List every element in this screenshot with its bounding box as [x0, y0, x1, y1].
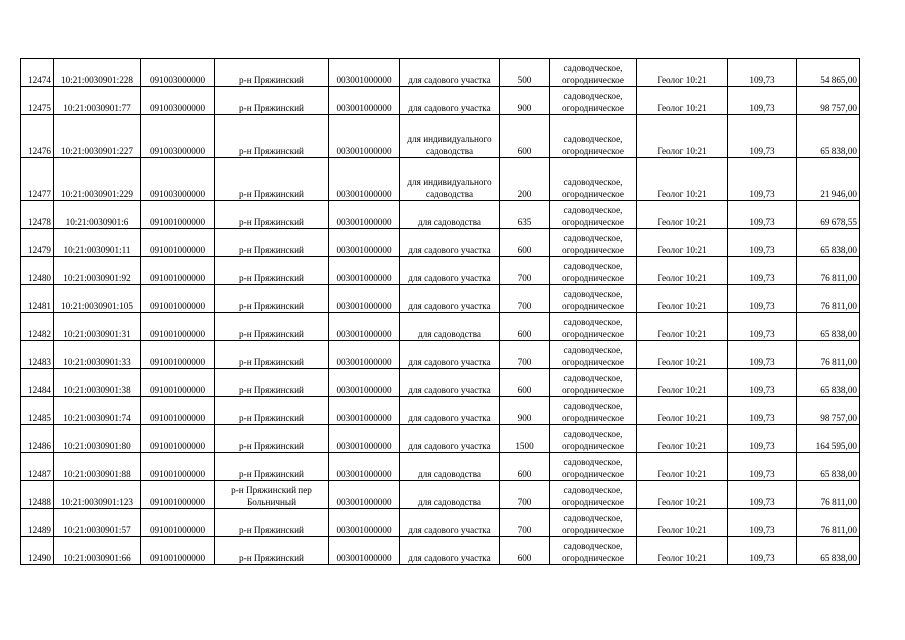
area-cell: 700 — [500, 257, 550, 285]
use-category-cell: садоводческое, огородническое — [550, 313, 637, 341]
valuation-zone-cell: Геолог 10:21 — [637, 201, 728, 229]
address-cell: р-н Пряжинский — [215, 537, 329, 565]
cadastral-number-cell: 10:21:0030901:92 — [54, 257, 141, 285]
category-code-cell: 003001000000 — [329, 59, 400, 87]
specific-value-cell: 109,73 — [728, 453, 797, 481]
okato-code-cell: 091001000000 — [141, 397, 215, 425]
valuation-zone-cell: Геолог 10:21 — [637, 257, 728, 285]
category-code-cell: 003001000000 — [329, 257, 400, 285]
table-body — [21, 59, 860, 565]
cadastral-number-cell: 10:21:0030901:38 — [54, 369, 141, 397]
permitted-use-cell: для индивидуального садоводства — [400, 115, 500, 158]
area-cell: 1500 — [500, 425, 550, 453]
address-cell: р-н Пряжинский — [215, 115, 329, 158]
table-row — [21, 201, 860, 229]
address-cell: р-н Пряжинский — [215, 87, 329, 115]
okato-code-cell: 091001000000 — [141, 201, 215, 229]
specific-value-cell: 109,73 — [728, 313, 797, 341]
cadastral-value-cell: 76 811,00 — [797, 285, 860, 313]
category-code-cell: 003001000000 — [329, 201, 400, 229]
valuation-zone-cell: Геолог 10:21 — [637, 59, 728, 87]
okato-code-cell: 091001000000 — [141, 425, 215, 453]
cadastral-value-cell: 76 811,00 — [797, 481, 860, 509]
permitted-use-cell: для индивидуального садоводства — [400, 158, 500, 201]
use-category-cell: садоводческое, огородническое — [550, 285, 637, 313]
address-cell: р-н Пряжинский — [215, 425, 329, 453]
cadastral-value-cell: 69 678,55 — [797, 201, 860, 229]
category-code-cell: 003001000000 — [329, 158, 400, 201]
row-number-cell: 12480 — [21, 257, 54, 285]
category-code-cell: 003001000000 — [329, 369, 400, 397]
use-category-cell: садоводческое, огородническое — [550, 257, 637, 285]
area-cell: 600 — [500, 229, 550, 257]
address-cell: р-н Пряжинский — [215, 509, 329, 537]
cadastral-value-cell: 164 595,00 — [797, 425, 860, 453]
table-row — [21, 285, 860, 313]
table-row — [21, 313, 860, 341]
cadastral-value-cell: 65 838,00 — [797, 537, 860, 565]
table-row — [21, 369, 860, 397]
cadastral-number-cell: 10:21:0030901:123 — [54, 481, 141, 509]
use-category-cell: садоводческое, огородническое — [550, 341, 637, 369]
cadastral-number-cell: 10:21:0030901:11 — [54, 229, 141, 257]
permitted-use-cell: для садового участка — [400, 285, 500, 313]
category-code-cell: 003001000000 — [329, 453, 400, 481]
category-code-cell: 003001000000 — [329, 397, 400, 425]
table-row — [21, 453, 860, 481]
area-cell: 600 — [500, 537, 550, 565]
address-cell: р-н Пряжинский — [215, 397, 329, 425]
valuation-zone-cell: Геолог 10:21 — [637, 229, 728, 257]
row-number-cell: 12475 — [21, 87, 54, 115]
use-category-cell: садоводческое, огородническое — [550, 59, 637, 87]
cadastral-number-cell: 10:21:0030901:66 — [54, 537, 141, 565]
cadastral-number-cell: 10:21:0030901:228 — [54, 59, 141, 87]
okato-code-cell: 091001000000 — [141, 257, 215, 285]
cadastral-value-cell: 54 865,00 — [797, 59, 860, 87]
area-cell: 200 — [500, 158, 550, 201]
specific-value-cell: 109,73 — [728, 201, 797, 229]
category-code-cell: 003001000000 — [329, 509, 400, 537]
permitted-use-cell: для садового участка — [400, 369, 500, 397]
cadastral-number-cell: 10:21:0030901:74 — [54, 397, 141, 425]
permitted-use-cell: для садового участка — [400, 257, 500, 285]
valuation-zone-cell: Геолог 10:21 — [637, 87, 728, 115]
specific-value-cell: 109,73 — [728, 397, 797, 425]
use-category-cell: садоводческое, огородническое — [550, 453, 637, 481]
cadastral-value-cell: 76 811,00 — [797, 257, 860, 285]
address-cell: р-н Пряжинский — [215, 229, 329, 257]
table-row — [21, 425, 860, 453]
cadastral-value-cell: 65 838,00 — [797, 229, 860, 257]
permitted-use-cell: для садового участка — [400, 59, 500, 87]
specific-value-cell: 109,73 — [728, 481, 797, 509]
cadastral-value-cell: 65 838,00 — [797, 115, 860, 158]
address-cell: р-н Пряжинский — [215, 313, 329, 341]
row-number-cell: 12481 — [21, 285, 54, 313]
permitted-use-cell: для садоводства — [400, 201, 500, 229]
cadastral-table — [20, 58, 860, 565]
cadastral-number-cell: 10:21:0030901:227 — [54, 115, 141, 158]
valuation-zone-cell: Геолог 10:21 — [637, 313, 728, 341]
cadastral-value-cell: 98 757,00 — [797, 87, 860, 115]
address-cell: р-н Пряжинский — [215, 201, 329, 229]
okato-code-cell: 091003000000 — [141, 59, 215, 87]
table-row — [21, 481, 860, 509]
use-category-cell: садоводческое, огородническое — [550, 425, 637, 453]
valuation-zone-cell: Геолог 10:21 — [637, 509, 728, 537]
category-code-cell: 003001000000 — [329, 229, 400, 257]
cadastral-value-cell: 98 757,00 — [797, 397, 860, 425]
permitted-use-cell: для садового участка — [400, 425, 500, 453]
table-row — [21, 229, 860, 257]
row-number-cell: 12476 — [21, 115, 54, 158]
permitted-use-cell: для садоводства — [400, 313, 500, 341]
valuation-zone-cell: Геолог 10:21 — [637, 158, 728, 201]
valuation-zone-cell: Геолог 10:21 — [637, 397, 728, 425]
row-number-cell: 12479 — [21, 229, 54, 257]
area-cell: 500 — [500, 59, 550, 87]
cadastral-value-cell: 65 838,00 — [797, 453, 860, 481]
permitted-use-cell: для садоводства — [400, 453, 500, 481]
okato-code-cell: 091001000000 — [141, 285, 215, 313]
specific-value-cell: 109,73 — [728, 59, 797, 87]
address-cell: р-н Пряжинский пер Больничный — [215, 481, 329, 509]
permitted-use-cell: для садового участка — [400, 229, 500, 257]
valuation-zone-cell: Геолог 10:21 — [637, 481, 728, 509]
area-cell: 900 — [500, 397, 550, 425]
use-category-cell: садоводческое, огородническое — [550, 115, 637, 158]
use-category-cell: садоводческое, огородническое — [550, 158, 637, 201]
table-row — [21, 59, 860, 87]
address-cell: р-н Пряжинский — [215, 369, 329, 397]
address-cell: р-н Пряжинский — [215, 257, 329, 285]
specific-value-cell: 109,73 — [728, 537, 797, 565]
specific-value-cell: 109,73 — [728, 257, 797, 285]
row-number-cell: 12483 — [21, 341, 54, 369]
row-number-cell: 12489 — [21, 509, 54, 537]
area-cell: 900 — [500, 87, 550, 115]
cadastral-number-cell: 10:21:0030901:57 — [54, 509, 141, 537]
table-row — [21, 537, 860, 565]
cadastral-value-cell: 21 946,00 — [797, 158, 860, 201]
specific-value-cell: 109,73 — [728, 341, 797, 369]
table-row — [21, 397, 860, 425]
specific-value-cell: 109,73 — [728, 285, 797, 313]
use-category-cell: садоводческое, огородническое — [550, 369, 637, 397]
table-row — [21, 158, 860, 201]
specific-value-cell: 109,73 — [728, 158, 797, 201]
valuation-zone-cell: Геолог 10:21 — [637, 537, 728, 565]
okato-code-cell: 091001000000 — [141, 313, 215, 341]
address-cell: р-н Пряжинский — [215, 341, 329, 369]
permitted-use-cell: для садового участка — [400, 397, 500, 425]
cadastral-value-cell: 65 838,00 — [797, 369, 860, 397]
row-number-cell: 12477 — [21, 158, 54, 201]
category-code-cell: 003001000000 — [329, 537, 400, 565]
specific-value-cell: 109,73 — [728, 425, 797, 453]
use-category-cell: садоводческое, огородническое — [550, 397, 637, 425]
okato-code-cell: 091003000000 — [141, 115, 215, 158]
okato-code-cell: 091001000000 — [141, 537, 215, 565]
okato-code-cell: 091001000000 — [141, 341, 215, 369]
table-row — [21, 509, 860, 537]
use-category-cell: садоводческое, огородническое — [550, 229, 637, 257]
valuation-zone-cell: Геолог 10:21 — [637, 115, 728, 158]
row-number-cell: 12474 — [21, 59, 54, 87]
okato-code-cell: 091001000000 — [141, 369, 215, 397]
area-cell: 700 — [500, 285, 550, 313]
valuation-zone-cell: Геолог 10:21 — [637, 453, 728, 481]
category-code-cell: 003001000000 — [329, 285, 400, 313]
row-number-cell: 12490 — [21, 537, 54, 565]
area-cell: 600 — [500, 453, 550, 481]
okato-code-cell: 091001000000 — [141, 509, 215, 537]
cadastral-number-cell: 10:21:0030901:77 — [54, 87, 141, 115]
category-code-cell: 003001000000 — [329, 313, 400, 341]
use-category-cell: садоводческое, огородническое — [550, 201, 637, 229]
row-number-cell: 12484 — [21, 369, 54, 397]
okato-code-cell: 091001000000 — [141, 481, 215, 509]
table-row — [21, 257, 860, 285]
use-category-cell: садоводческое, огородническое — [550, 481, 637, 509]
category-code-cell: 003001000000 — [329, 115, 400, 158]
table-row — [21, 115, 860, 158]
permitted-use-cell: для садового участка — [400, 87, 500, 115]
row-number-cell: 12485 — [21, 397, 54, 425]
permitted-use-cell: для садового участка — [400, 341, 500, 369]
area-cell: 700 — [500, 509, 550, 537]
row-number-cell: 12486 — [21, 425, 54, 453]
valuation-zone-cell: Геолог 10:21 — [637, 425, 728, 453]
area-cell: 600 — [500, 369, 550, 397]
valuation-zone-cell: Геолог 10:21 — [637, 369, 728, 397]
cadastral-number-cell: 10:21:0030901:80 — [54, 425, 141, 453]
address-cell: р-н Пряжинский — [215, 59, 329, 87]
use-category-cell: садоводческое, огородническое — [550, 537, 637, 565]
category-code-cell: 003001000000 — [329, 481, 400, 509]
specific-value-cell: 109,73 — [728, 509, 797, 537]
cadastral-number-cell: 10:21:0030901:229 — [54, 158, 141, 201]
category-code-cell: 003001000000 — [329, 341, 400, 369]
row-number-cell: 12482 — [21, 313, 54, 341]
cadastral-number-cell: 10:21:0030901:6 — [54, 201, 141, 229]
specific-value-cell: 109,73 — [728, 369, 797, 397]
area-cell: 600 — [500, 313, 550, 341]
specific-value-cell: 109,73 — [728, 115, 797, 158]
table-row — [21, 341, 860, 369]
area-cell: 700 — [500, 341, 550, 369]
address-cell: р-н Пряжинский — [215, 453, 329, 481]
cadastral-value-cell: 76 811,00 — [797, 341, 860, 369]
area-cell: 600 — [500, 115, 550, 158]
cadastral-value-cell: 76 811,00 — [797, 509, 860, 537]
area-cell: 635 — [500, 201, 550, 229]
permitted-use-cell: для садового участка — [400, 509, 500, 537]
cadastral-number-cell: 10:21:0030901:88 — [54, 453, 141, 481]
category-code-cell: 003001000000 — [329, 87, 400, 115]
category-code-cell: 003001000000 — [329, 425, 400, 453]
permitted-use-cell: для садового участка — [400, 537, 500, 565]
valuation-zone-cell: Геолог 10:21 — [637, 341, 728, 369]
specific-value-cell: 109,73 — [728, 229, 797, 257]
address-cell: р-н Пряжинский — [215, 158, 329, 201]
area-cell: 700 — [500, 481, 550, 509]
okato-code-cell: 091001000000 — [141, 229, 215, 257]
row-number-cell: 12478 — [21, 201, 54, 229]
address-cell: р-н Пряжинский — [215, 285, 329, 313]
use-category-cell: садоводческое, огородническое — [550, 509, 637, 537]
valuation-zone-cell: Геолог 10:21 — [637, 285, 728, 313]
row-number-cell: 12487 — [21, 453, 54, 481]
cadastral-number-cell: 10:21:0030901:31 — [54, 313, 141, 341]
row-number-cell: 12488 — [21, 481, 54, 509]
okato-code-cell: 091001000000 — [141, 453, 215, 481]
cadastral-value-cell: 65 838,00 — [797, 313, 860, 341]
permitted-use-cell: для садоводства — [400, 481, 500, 509]
cadastral-number-cell: 10:21:0030901:33 — [54, 341, 141, 369]
cadastral-number-cell: 10:21:0030901:105 — [54, 285, 141, 313]
specific-value-cell: 109,73 — [728, 87, 797, 115]
use-category-cell: садоводческое, огородническое — [550, 87, 637, 115]
okato-code-cell: 091003000000 — [141, 158, 215, 201]
table-row — [21, 87, 860, 115]
okato-code-cell: 091003000000 — [141, 87, 215, 115]
